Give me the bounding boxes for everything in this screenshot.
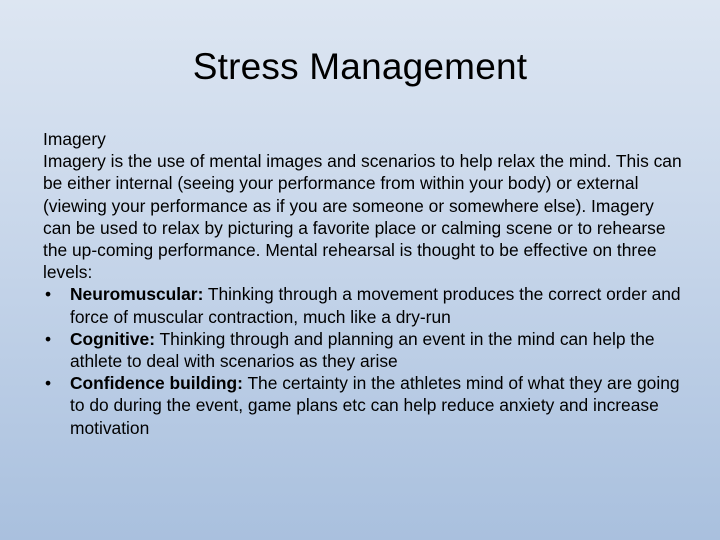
slide-title: Stress Management (192, 46, 528, 87)
bullet-item-confidence (43, 372, 683, 439)
intro-paragraph: Imagery is the use of mental images and scenarios to help relax the mind. This can be either internal (seeing your performance from within your body) or external (viewing your performance as if you are someone or somewhere else). Imagery can be used to relax by picturing a favorite place or calming scene or to rehearse the up-coming performance. Mental rehearsal is thought to be effective on three levels: (43, 151, 682, 283)
bullet-item-cognitive (43, 328, 683, 372)
section-heading: Imagery (43, 129, 106, 149)
bullet-text: Thinking through a movement produces the correct order and force of muscular contraction, much like a dry-run (70, 284, 681, 327)
bullet-dot-icon: • (45, 328, 52, 349)
slide-body (43, 128, 683, 439)
bullet-item-neuromuscular (43, 283, 683, 327)
bullet-list (43, 283, 683, 438)
bullet-text: The certainty in the athletes mind of what they are going to do during the event, game plans etc can help reduce anxiety and increase motivation (70, 373, 680, 438)
bullet-text: Thinking through and planning an event in the mind can help the athlete to deal with scenarios as they arise (70, 328, 655, 372)
bullet-dot-icon: • (45, 284, 52, 305)
bullet-term: Neuromuscular: (70, 284, 204, 305)
bullet-term: Cognitive: (70, 328, 156, 349)
bullet-dot-icon: • (45, 373, 52, 394)
bullet-term: Confidence building: (70, 373, 243, 394)
